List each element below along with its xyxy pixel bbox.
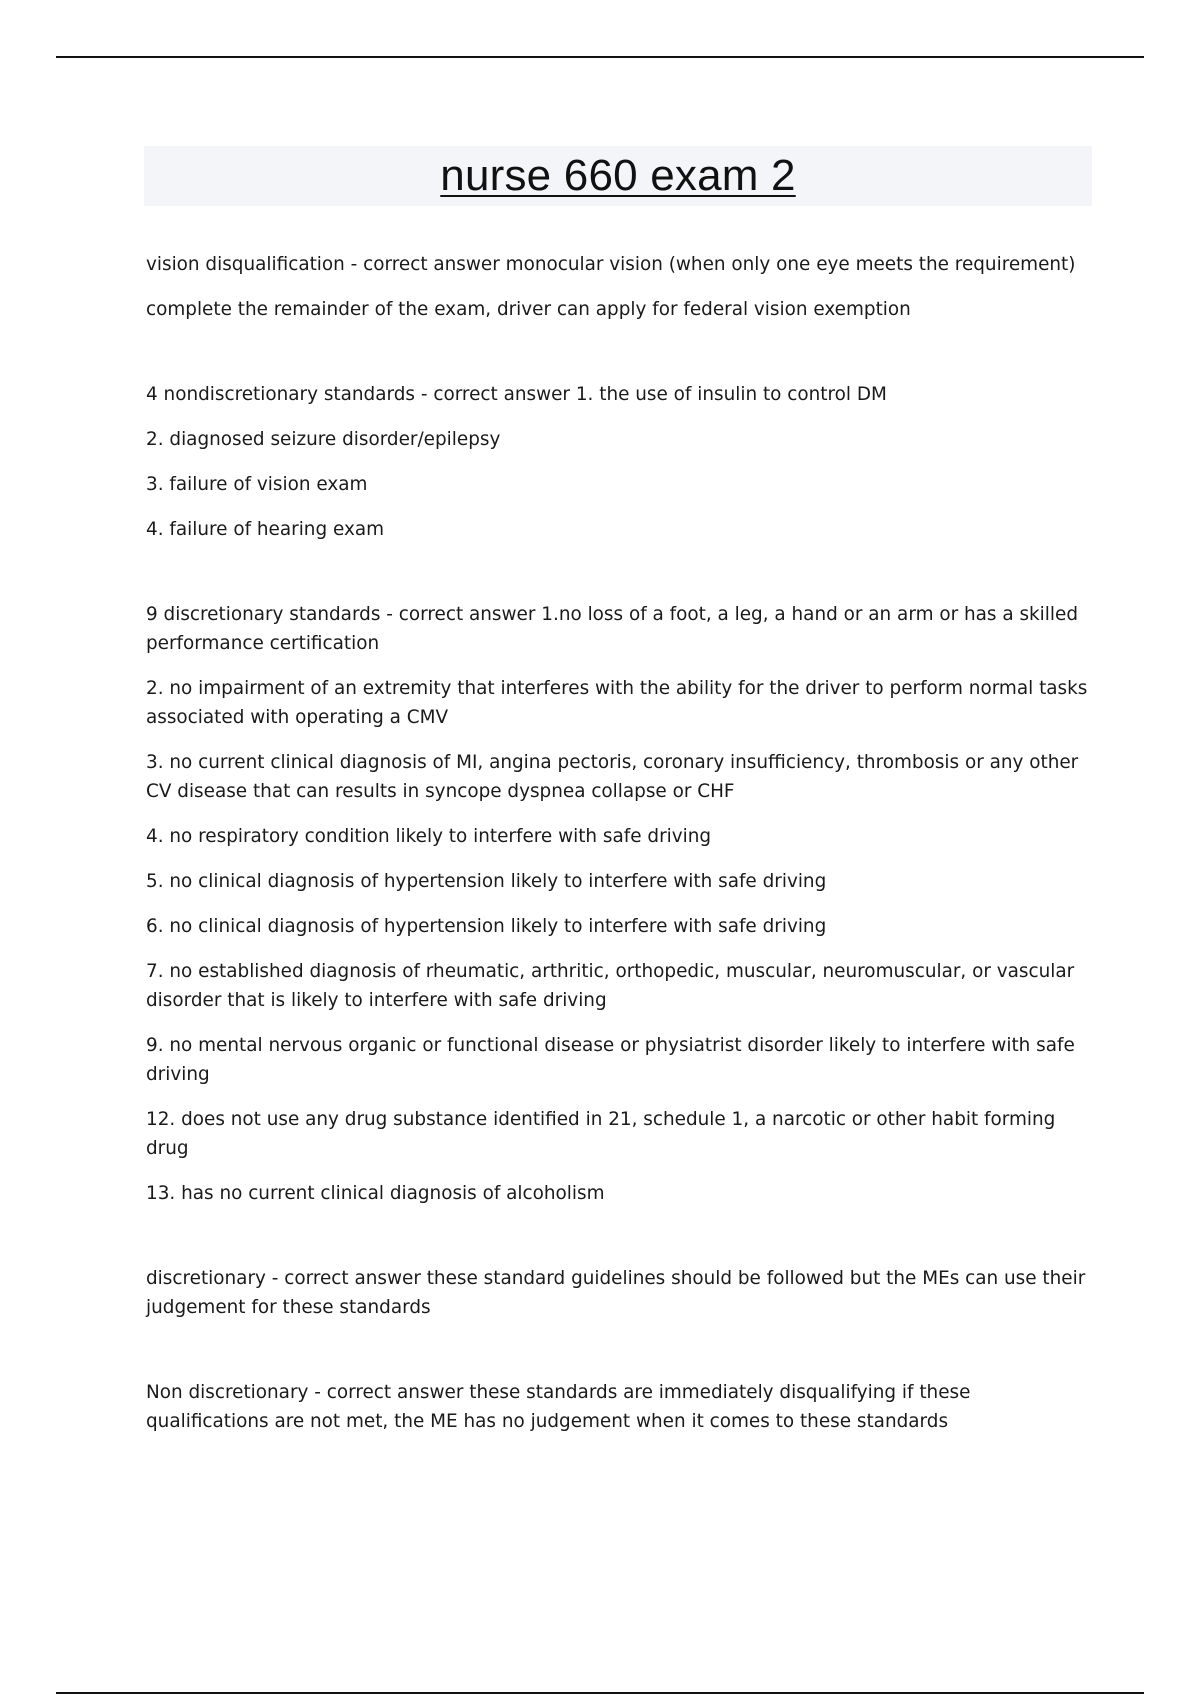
page-title: nurse 660 exam 2 <box>440 151 796 200</box>
entry-line: 13. has no current clinical diagnosis of alcoholism <box>146 1183 605 1204</box>
entry-line: 3. failure of vision exam <box>146 474 368 495</box>
flashcard-entry-discretionary <box>146 1264 1096 1322</box>
flashcard-entry-non-discretionary <box>146 1378 1096 1436</box>
entry-line: complete the remainder of the exam, driver can apply for federal vision exemption <box>146 299 911 320</box>
entry-line: 7. no established diagnosis of rheumatic, arthritic, orthopedic, muscular, neuromuscular, or vascular disorder that is likely to interfere with safe driving <box>146 961 1075 1011</box>
entry-line: 6. no clinical diagnosis of hypertension likely to interfere with safe driving <box>146 916 827 937</box>
document-body <box>146 250 1096 1436</box>
title-banner <box>144 146 1092 206</box>
entry-line: vision disqualification - correct answer monocular vision (when only one eye meets the requirement) <box>146 254 1076 275</box>
entry-line: 5. no clinical diagnosis of hypertension likely to interfere with safe driving <box>146 871 827 892</box>
entry-line: Non discretionary - correct answer these standards are immediately disqualifying if these qualifications are not met, the ME has no judgement when it comes to these standards <box>146 1382 971 1432</box>
entry-line: 3. no current clinical diagnosis of MI, angina pectoris, coronary insufficiency, thrombosis or any other CV disease that can results in syncope dyspnea collapse or CHF <box>146 752 1079 802</box>
entry-line: discretionary - correct answer these standard guidelines should be followed but the MEs can use their judgement for these standards <box>146 1268 1086 1318</box>
entry-line: 2. diagnosed seizure disorder/epilepsy <box>146 429 501 450</box>
entry-line: 12. does not use any drug substance identified in 21, schedule 1, a narcotic or other habit forming drug <box>146 1109 1056 1159</box>
entry-line: 9. no mental nervous organic or functional disease or physiatrist disorder likely to interfere with safe driving <box>146 1035 1075 1085</box>
flashcard-entry-nondiscretionary-standards <box>146 380 1096 544</box>
entry-line: 4. no respiratory condition likely to interfere with safe driving <box>146 826 712 847</box>
top-divider <box>56 56 1144 58</box>
entry-line: 4 nondiscretionary standards - correct answer 1. the use of insulin to control DM <box>146 384 887 405</box>
entry-line: 2. no impairment of an extremity that interferes with the ability for the driver to perform normal tasks associated with operating a CMV <box>146 678 1088 728</box>
entry-line: 9 discretionary standards - correct answer 1.no loss of a foot, a leg, a hand or an arm or has a skilled performance certification <box>146 604 1079 654</box>
entry-line: 4. failure of hearing exam <box>146 519 385 540</box>
bottom-divider <box>56 1692 1144 1694</box>
flashcard-entry-discretionary-standards <box>146 600 1096 1208</box>
flashcard-entry-vision-disqualification <box>146 250 1096 324</box>
